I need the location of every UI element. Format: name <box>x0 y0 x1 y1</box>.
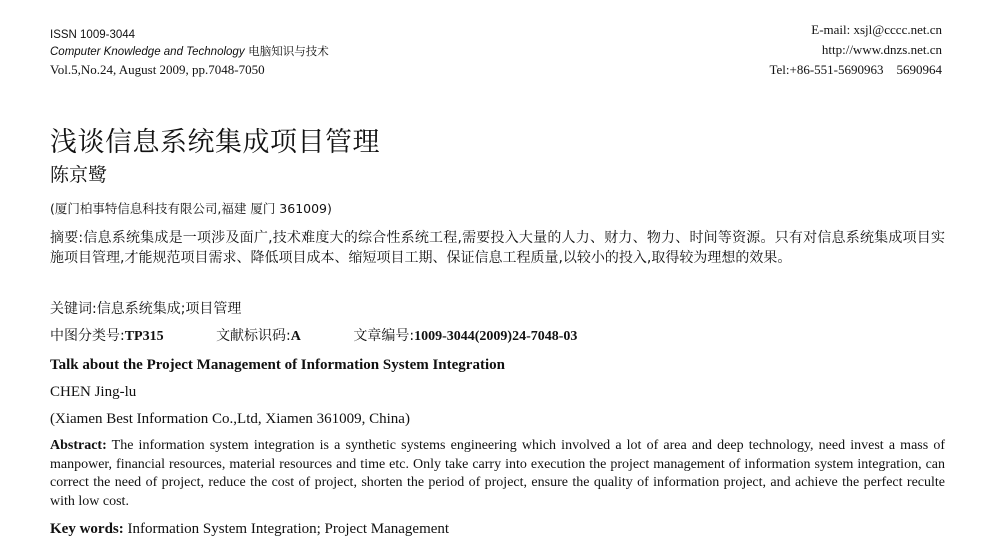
keywords-text-en: Information System Integration; Project Management <box>127 521 450 537</box>
clc-label: 中图分类号: <box>50 328 125 344</box>
article-number-value: 1009-3044(2009)24-7048-03 <box>414 329 578 344</box>
affiliation-en: (Xiamen Best Information Co.,Ltd, Xiamen 361009, China) <box>50 411 410 427</box>
journal-name-cn: 电脑知识与技术 <box>248 44 329 58</box>
clc-number <box>50 325 164 345</box>
doc-code <box>216 325 301 345</box>
doc-code-label: 文献标识码: <box>216 328 291 344</box>
contact-email: E-mail: xsjl@cccc.net.cn <box>811 22 942 37</box>
keywords-label-cn: 关键词: <box>50 301 97 317</box>
keywords-label-en: Key words: <box>50 521 124 537</box>
abstract-text-cn: 信息系统集成是一项涉及面广,技术难度大的综合性系统工程,需要投入大量的人力、财力、物力、时间等资源。只有对信息系统集成项目实施项目管理,才能规范项目需求、降低项目成本、缩短项目工期、保证信息工程质量,以较小的投入,取得较为理想的效果。 <box>50 230 945 266</box>
volume-info: Vol.5,No.24, August 2009, pp.7048-7050 <box>50 62 265 77</box>
article-number-label: 文章编号: <box>353 328 415 344</box>
author-en: CHEN Jing-lu <box>50 384 137 400</box>
issn: ISSN 1009-3044 <box>50 29 136 41</box>
contact-tel: Tel:+86-551-5690963 5690964 <box>769 62 942 77</box>
paper-title-cn: 浅谈信息系统集成项目管理 <box>50 127 380 158</box>
paper-title-en: Talk about the Project Management of Information System Integration <box>50 357 505 373</box>
abstract-en <box>50 437 945 511</box>
author-cn: 陈京鹭 <box>50 164 108 186</box>
abstract-label-en: Abstract: <box>50 438 107 453</box>
keywords-text-cn: 信息系统集成;项目管理 <box>96 301 242 317</box>
abstract-label-cn: 摘要: <box>50 230 84 246</box>
article-number <box>353 325 577 345</box>
affiliation-cn: (厦门柏事特信息科技有限公司,福建 厦门 361009) <box>50 201 332 216</box>
keywords-cn <box>50 298 241 318</box>
clc-value: TP315 <box>124 329 164 344</box>
journal-name-en: Computer Knowledge and Technology <box>50 46 245 58</box>
contact-url: http://www.dnzs.net.cn <box>821 42 942 57</box>
doc-code-value: A <box>290 329 301 344</box>
keywords-en <box>50 521 449 538</box>
classification-line <box>50 325 625 345</box>
abstract-cn <box>50 228 945 268</box>
abstract-text-en: The information system integration is a synthetic systems engineering which involved a lot of area and deep technology, need invest a mass of manpower, financial resources, material resources and time etc. Only take carry into execution the project management of information system integration, can correct the need of project, reduce the cost of project, shorten the period of project, ensure the quality of information project, and achieve the perfect reculte with low cost. <box>50 438 945 509</box>
journal-name <box>50 44 329 59</box>
